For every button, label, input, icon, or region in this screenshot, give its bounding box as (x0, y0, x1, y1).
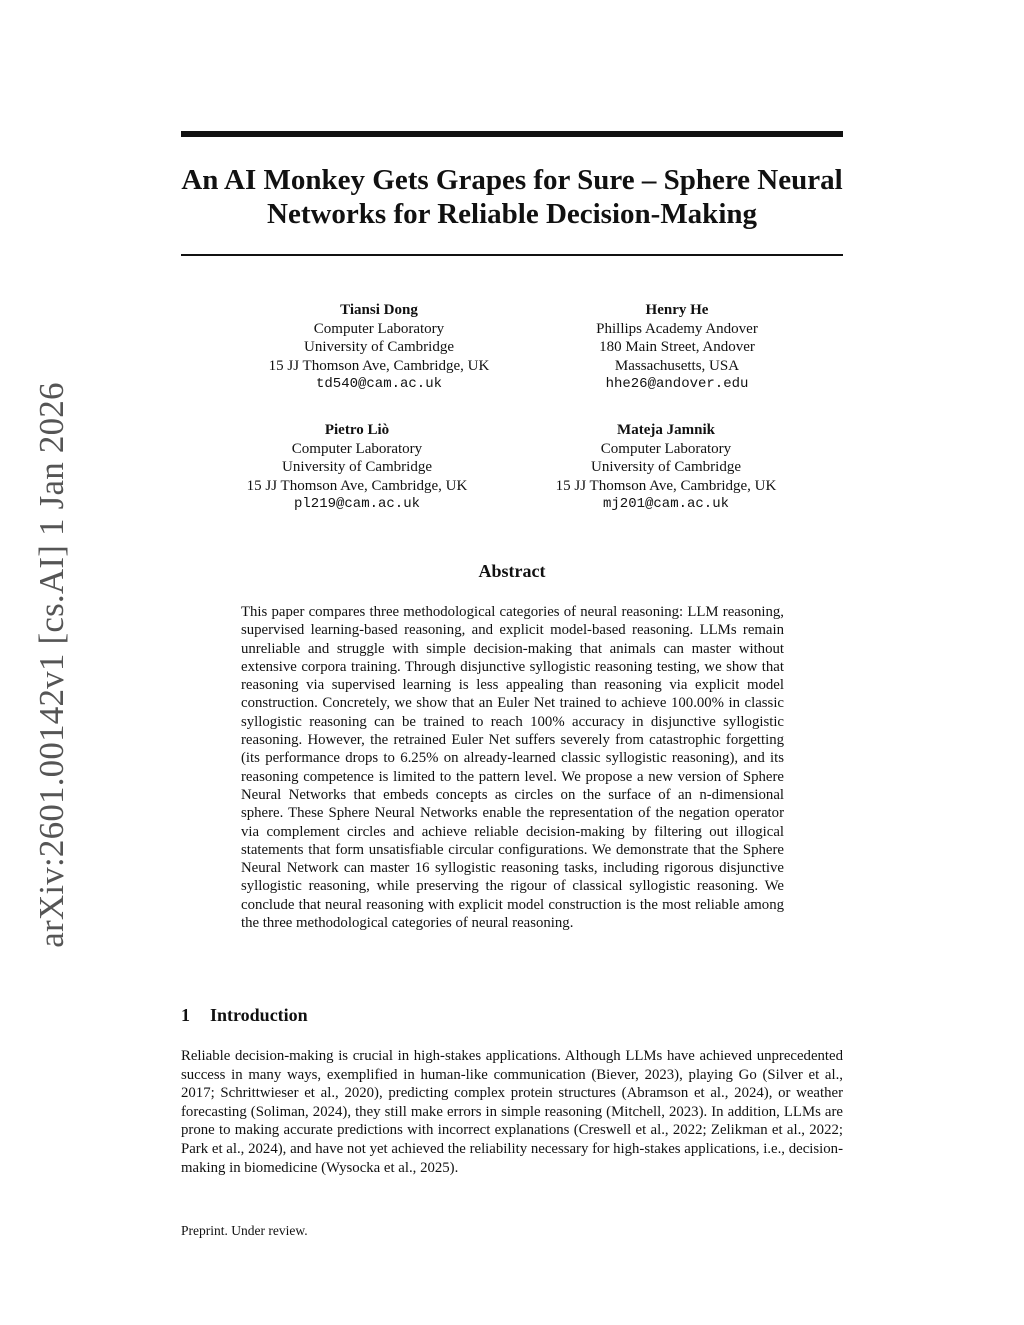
author-affiliation-line: 15 JJ Thomson Ave, Cambridge, UK (555, 477, 777, 494)
author-block-3 (197, 421, 517, 514)
author-affiliation-line: Massachusetts, USA (614, 357, 740, 374)
author-email: mj201@cam.ac.uk (602, 496, 730, 512)
author-email: pl219@cam.ac.uk (293, 496, 421, 512)
author-affiliation-line: Computer Laboratory (291, 440, 423, 457)
title-bottom-rule (181, 254, 843, 256)
author-block-4 (506, 421, 826, 514)
title-top-rule (181, 131, 843, 137)
author-name: Tiansi Dong (340, 302, 418, 318)
author-email: hhe26@andover.edu (605, 376, 749, 392)
author-affiliation-line: 15 JJ Thomson Ave, Cambridge, UK (268, 357, 490, 374)
author-block-1 (219, 301, 539, 394)
author-name: Henry He (645, 302, 709, 318)
author-affiliation-line: Phillips Academy Andover (596, 320, 758, 337)
author-affiliation-line: University of Cambridge (591, 459, 741, 475)
introduction-paragraph: Reliable decision-making is crucial in high-stakes applications. Although LLMs have achieved unprecedented success in many ways, exemplified in human-like communication (Biever, 2023), playing Go (Silver et al., 2017; Schrittwieser et al., 2020), predicting complex protein structures (Abramson et al., 2024), or weather forecasting (Soliman, 2024), they still make errors in simple reasoning (Mitchell, 2023). In addition, LLMs are prone to making accurate predictions with incorrect explanations (Creswell et al., 2022; Zelikman et al., 2022; Park et al., 2024), and have not yet achieved the reliability necessary for high-stakes applications, i.e., decision-making in biomedicine (Wysocka et al., 2025). (181, 1048, 843, 1176)
paper-title: An AI Monkey Gets Grapes for Sure – Sphere Neural Networks for Reliable Decision-Making (181, 164, 843, 230)
section-title: Introduction (210, 1005, 308, 1025)
author-affiliation-line: Computer Laboratory (600, 440, 732, 457)
abstract-text: This paper compares three methodological categories of neural reasoning: LLM reasoning, supervised learning-based reasoning, and explicit model-based reasoning. LLMs remain unreliable and struggle with simple decision-making that animals can master without extensive corpora training. Through disjunctive syllogistic reasoning testing, we show that reasoning via supervised learning is less appealing than reasoning via explicit model construction. Concretely, we show that an Euler Net trained to achieve 100.00% in classic syllogistic reasoning can be trained to reach 100% accuracy in disjunctive syllogistic reasoning. However, the retrained Euler Net suffers severely from catastrophic forgetting (its performance drops to 6.25% on already-learned classic syllogistic reasoning), and its reasoning competence is limited to the pattern level. We propose a new version of Sphere Neural Networks that embeds concepts as circles on the surface of an n-dimensional sphere. These Sphere Neural Networks enable the representation of the negation operator via complement circles and achieve reliable decision-making by filtering out illogical statements that form unsatisfiable circular configurations. We demonstrate that the Sphere Neural Network can master 16 syllogistic reasoning tasks, including rigorous disjunctive syllogistic reasoning, while preserving the rigour of classical syllogistic reasoning. We conclude that neural reasoning with explicit model construction is the most reliable among the three methodological categories of neural reasoning. (241, 604, 784, 932)
author-affiliation-line: 15 JJ Thomson Ave, Cambridge, UK (246, 477, 468, 494)
section-number: 1 (181, 1005, 190, 1025)
author-affiliation-line: University of Cambridge (304, 339, 454, 355)
abstract-heading: Abstract (478, 561, 546, 581)
author-block-2 (517, 301, 837, 394)
section-heading-introduction (181, 1005, 308, 1026)
author-name: Pietro Liò (324, 422, 390, 438)
author-name: Mateja Jamnik (617, 422, 715, 438)
arxiv-identifier-stamp: arXiv:2601.00142v1 [cs.AI] 1 Jan 2026 (32, 382, 71, 948)
preprint-footer: Preprint. Under review. (181, 1223, 308, 1238)
author-affiliation-line: 180 Main Street, Andover (599, 339, 755, 355)
author-affiliation-line: University of Cambridge (282, 459, 432, 475)
author-affiliation-line: Computer Laboratory (313, 320, 445, 337)
author-email: td540@cam.ac.uk (315, 376, 443, 392)
